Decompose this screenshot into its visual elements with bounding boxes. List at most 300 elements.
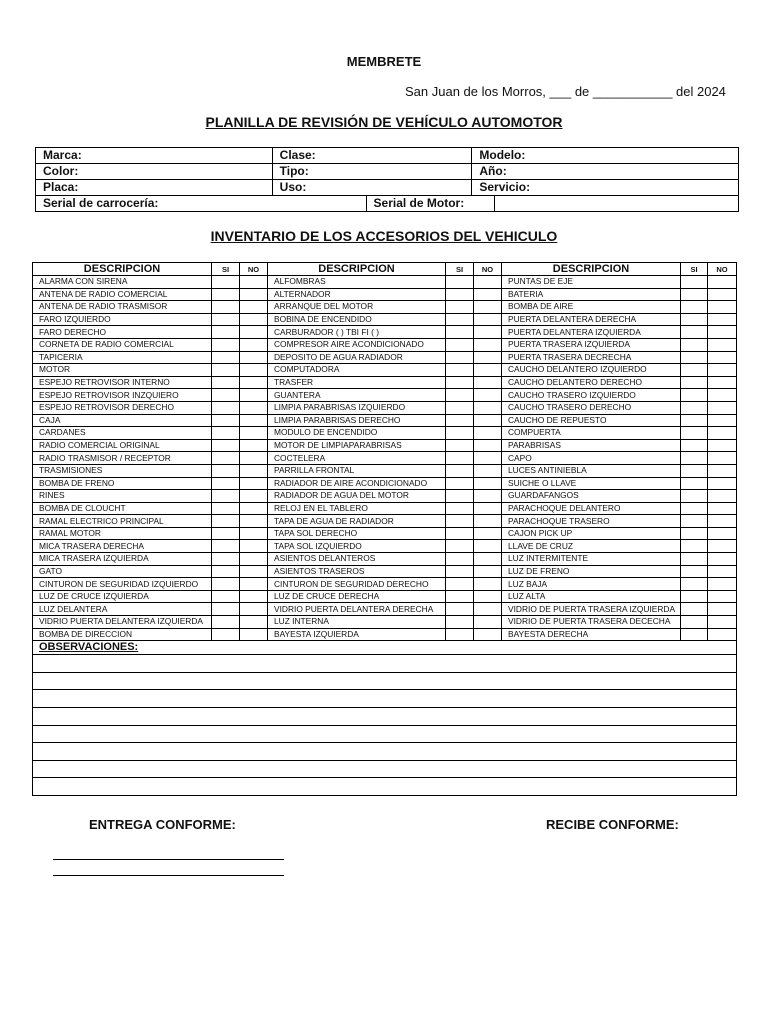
checkbox-no[interactable] [708,276,737,289]
checkbox-si[interactable] [212,515,240,528]
checkbox-no[interactable] [708,401,737,414]
checkbox-si[interactable] [681,351,708,364]
checkbox-si[interactable] [681,464,708,477]
checkbox-no[interactable] [708,376,737,389]
recibe-conforme-label: RECIBE CONFORME: [546,817,679,832]
checkbox-si[interactable] [681,276,708,289]
checkbox-si[interactable] [446,301,474,314]
item-description: ESPEJO RETROVISOR DERECHO [33,401,212,414]
checkbox-si[interactable] [212,351,240,364]
checkbox-si[interactable] [212,288,240,301]
item-description: COMPUTADORA [268,364,446,377]
checkbox-no[interactable] [708,616,737,629]
item-description: RAMAL MOTOR [33,527,212,540]
checkbox-no[interactable] [240,540,268,553]
inventory-row [33,313,737,326]
checkbox-si[interactable] [446,414,474,427]
item-description: CORNETA DE RADIO COMERCIAL [33,338,212,351]
item-description: SUICHE O LLAVE [502,477,681,490]
checkbox-si[interactable] [446,515,474,528]
checkbox-si[interactable] [446,565,474,578]
checkbox-no[interactable] [708,313,737,326]
checkbox-si[interactable] [212,603,240,616]
checkbox-no[interactable] [240,527,268,540]
checkbox-si[interactable] [212,326,240,339]
checkbox-si[interactable] [212,427,240,440]
checkbox-no[interactable] [708,527,737,540]
observation-line [33,760,737,778]
item-description: RADIADOR DE AIRE ACONDICIONADO [268,477,446,490]
inventory-row [33,590,737,603]
item-description: PUERTA DELANTERA IZQUIERDA [502,326,681,339]
date-line: San Juan de los Morros, ___ de ___________ del 2024 [405,84,726,99]
checkbox-si[interactable] [212,628,240,641]
checkbox-no[interactable] [708,288,737,301]
checkbox-si[interactable] [446,477,474,490]
item-description: LUZ DELANTERA [33,603,212,616]
checkbox-no[interactable] [708,490,737,503]
checkbox-si[interactable] [681,553,708,566]
checkbox-no[interactable] [474,553,502,566]
checkbox-si[interactable] [446,553,474,566]
item-description: TAPA SOL IZQUIERDO [268,540,446,553]
checkbox-si[interactable] [681,527,708,540]
checkbox-si[interactable] [681,603,708,616]
inventory-title: INVENTARIO DE LOS ACCESORIOS DEL VEHICULO [210,228,558,244]
observation-line [33,725,737,743]
item-description: ANTENA DE RADIO COMERCIAL [33,288,212,301]
checkbox-si[interactable] [212,616,240,629]
item-description: BAYESTA DERECHA [502,628,681,641]
item-description: CAUCHO DELANTERO DERECHO [502,376,681,389]
checkbox-si[interactable] [446,527,474,540]
inventory-row [33,616,737,629]
checkbox-si[interactable] [446,364,474,377]
item-description: MODULO DE ENCENDIDO [268,427,446,440]
checkbox-si[interactable] [446,427,474,440]
inventory-row [33,401,737,414]
checkbox-si[interactable] [446,540,474,553]
item-description: PARRILLA FRONTAL [268,464,446,477]
checkbox-si[interactable] [446,439,474,452]
checkbox-no[interactable] [474,301,502,314]
col-header-no: NO [708,263,737,276]
item-description: PUNTAS DE EJE [502,276,681,289]
item-description: PARACHOQUE TRASERO [502,515,681,528]
checkbox-no[interactable] [240,364,268,377]
item-description: CAPO [502,452,681,465]
checkbox-no[interactable] [474,590,502,603]
checkbox-si[interactable] [212,364,240,377]
item-description: ESPEJO RETROVISOR INZQUIERO [33,389,212,402]
checkbox-no[interactable] [474,616,502,629]
checkbox-no[interactable] [240,326,268,339]
item-description: LUZ ALTA [502,590,681,603]
checkbox-si[interactable] [681,326,708,339]
checkbox-no[interactable] [240,464,268,477]
checkbox-no[interactable] [708,439,737,452]
field-placa[interactable]: Placa: [36,180,273,196]
checkbox-no[interactable] [240,553,268,566]
checkbox-no[interactable] [474,414,502,427]
inventory-row [33,376,737,389]
checkbox-si[interactable] [681,338,708,351]
item-description: FARO DERECHO [33,326,212,339]
checkbox-no[interactable] [708,515,737,528]
observation-field[interactable] [33,725,737,743]
checkbox-si[interactable] [212,553,240,566]
item-description: LUZ INTERMITENTE [502,553,681,566]
inventory-row [33,628,737,641]
checkbox-si[interactable] [681,389,708,402]
observation-field[interactable] [33,778,737,796]
checkbox-no[interactable] [708,389,737,402]
inventory-row [33,338,737,351]
observation-field[interactable] [33,708,737,726]
checkbox-no[interactable] [708,502,737,515]
checkbox-si[interactable] [212,578,240,591]
checkbox-si[interactable] [681,364,708,377]
letterhead-label: MEMBRETE [346,54,422,69]
checkbox-si[interactable] [681,376,708,389]
checkbox-si[interactable] [681,427,708,440]
checkbox-no[interactable] [474,313,502,326]
inventory-row [33,276,737,289]
checkbox-si[interactable] [446,401,474,414]
item-description: GUANTERA [268,389,446,402]
checkbox-no[interactable] [474,427,502,440]
checkbox-no[interactable] [240,401,268,414]
field-uso[interactable]: Uso: [272,180,472,196]
item-description: PARACHOQUE DELANTERO [502,502,681,515]
checkbox-no[interactable] [474,527,502,540]
checkbox-si[interactable] [681,401,708,414]
field-serial-motor-value[interactable] [495,196,739,212]
checkbox-si[interactable] [212,502,240,515]
checkbox-si[interactable] [681,616,708,629]
item-description: TAPICERIA [33,351,212,364]
checkbox-si[interactable] [446,288,474,301]
inventory-row [33,464,737,477]
item-description: CAUCHO DE REPUESTO [502,414,681,427]
checkbox-si[interactable] [446,376,474,389]
item-description: PUERTA TRASERA IZQUIERDA [502,338,681,351]
checkbox-si[interactable] [446,389,474,402]
checkbox-si[interactable] [212,464,240,477]
signature-line[interactable] [53,875,284,876]
field-marca[interactable]: Marca: [36,148,273,164]
checkbox-no[interactable] [240,301,268,314]
inventory-row [33,477,737,490]
checkbox-si[interactable] [446,351,474,364]
checkbox-no[interactable] [240,578,268,591]
checkbox-no[interactable] [240,590,268,603]
checkbox-no[interactable] [708,553,737,566]
checkbox-si[interactable] [681,452,708,465]
item-description: VIDRIO PUERTA DELANTERA DERECHA [268,603,446,616]
checkbox-no[interactable] [240,276,268,289]
checkbox-si[interactable] [446,616,474,629]
checkbox-si[interactable] [681,628,708,641]
checkbox-no[interactable] [708,578,737,591]
checkbox-si[interactable] [212,565,240,578]
field-anio[interactable]: Año: [472,164,739,180]
checkbox-no[interactable] [240,313,268,326]
item-description: ESPEJO RETROVISOR INTERNO [33,376,212,389]
checkbox-no[interactable] [708,364,737,377]
checkbox-si[interactable] [212,376,240,389]
checkbox-no[interactable] [708,603,737,616]
field-servicio[interactable]: Servicio: [472,180,739,196]
item-description: TRASMISIONES [33,464,212,477]
item-description: MICA TRASERA IZQUIERDA [33,553,212,566]
col-header-no: NO [474,263,502,276]
col-header-si: SI [446,263,474,276]
checkbox-no[interactable] [240,427,268,440]
field-serial-motor[interactable]: Serial de Motor: [366,196,495,212]
item-description: BOMBA DE DIRECCION [33,628,212,641]
checkbox-si[interactable] [681,578,708,591]
checkbox-no[interactable] [240,616,268,629]
checkbox-no[interactable] [474,464,502,477]
signature-line[interactable] [53,859,284,860]
checkbox-no[interactable] [474,389,502,402]
item-description: VIDRIO PUERTA DELANTERA IZQUIERDA [33,616,212,629]
item-description: ALARMA CON SIRENA [33,276,212,289]
item-description: RADIADOR DE AGUA DEL MOTOR [268,490,446,503]
checkbox-no[interactable] [474,364,502,377]
item-description: TAPA DE AGUA DE RADIADOR [268,515,446,528]
checkbox-si[interactable] [212,313,240,326]
checkbox-no[interactable] [474,401,502,414]
item-description: ASIENTOS DELANTEROS [268,553,446,566]
checkbox-si[interactable] [446,338,474,351]
checkbox-no[interactable] [240,565,268,578]
checkbox-no[interactable] [240,452,268,465]
checkbox-si[interactable] [212,401,240,414]
inventory-row [33,578,737,591]
observation-field[interactable] [33,743,737,761]
checkbox-si[interactable] [212,301,240,314]
inventory-header-row [33,263,737,276]
inventory-row [33,288,737,301]
observation-field[interactable] [33,760,737,778]
item-description: CAUCHO TRASERO IZQUIERDO [502,389,681,402]
item-description: LUZ BAJA [502,578,681,591]
item-description: CARBURADOR ( ) TBI FI ( ) [268,326,446,339]
checkbox-si[interactable] [212,338,240,351]
checkbox-no[interactable] [708,628,737,641]
checkbox-si[interactable] [446,326,474,339]
checkbox-no[interactable] [240,477,268,490]
item-description: LUZ DE CRUCE DERECHA [268,590,446,603]
checkbox-no[interactable] [708,590,737,603]
checkbox-no[interactable] [240,502,268,515]
checkbox-si[interactable] [446,590,474,603]
field-serial-carroceria[interactable]: Serial de carrocería: [36,196,367,212]
checkbox-no[interactable] [708,427,737,440]
checkbox-si[interactable] [681,313,708,326]
checkbox-no[interactable] [474,326,502,339]
item-description: VIDRIO DE PUERTA TRASERA IZQUIERDA [502,603,681,616]
checkbox-si[interactable] [446,628,474,641]
checkbox-no[interactable] [708,351,737,364]
item-description: ARRANQUE DEL MOTOR [268,301,446,314]
checkbox-si[interactable] [681,590,708,603]
checkbox-si[interactable] [681,439,708,452]
item-description: LUZ DE FRENO [502,565,681,578]
item-description: LLAVE DE CRUZ [502,540,681,553]
checkbox-si[interactable] [212,477,240,490]
inventory-row [33,540,737,553]
checkbox-no[interactable] [708,414,737,427]
checkbox-si[interactable] [681,288,708,301]
item-description: LIMPIA PARABRISAS IZQUIERDO [268,401,446,414]
item-description: FARO IZQUIERDO [33,313,212,326]
checkbox-si[interactable] [212,590,240,603]
item-description: DEPOSITO DE AGUA RADIADOR [268,351,446,364]
checkbox-no[interactable] [240,628,268,641]
checkbox-no[interactable] [240,414,268,427]
field-color[interactable]: Color: [36,164,273,180]
observation-line [33,672,737,690]
observation-field[interactable] [33,672,737,690]
checkbox-no[interactable] [240,338,268,351]
checkbox-no[interactable] [240,376,268,389]
checkbox-si[interactable] [446,464,474,477]
col-header-si: SI [212,263,240,276]
observation-field[interactable] [33,690,737,708]
item-description: COMPRESOR AIRE ACONDICIONADO [268,338,446,351]
checkbox-si[interactable] [681,565,708,578]
checkbox-no[interactable] [474,439,502,452]
checkbox-no[interactable] [708,464,737,477]
checkbox-no[interactable] [474,351,502,364]
checkbox-no[interactable] [474,338,502,351]
item-description: RINES [33,490,212,503]
field-clase[interactable]: Clase: [272,148,472,164]
checkbox-no[interactable] [708,477,737,490]
checkbox-no[interactable] [240,439,268,452]
checkbox-no[interactable] [474,452,502,465]
checkbox-si[interactable] [681,414,708,427]
checkbox-no[interactable] [474,578,502,591]
checkbox-si[interactable] [681,477,708,490]
inventory-row [33,515,737,528]
inventory-row [33,427,737,440]
observation-field[interactable] [33,655,737,673]
checkbox-si[interactable] [681,502,708,515]
checkbox-no[interactable] [240,515,268,528]
item-description: PUERTA DELANTERA DERECHA [502,313,681,326]
item-description: CAUCHO TRASERO DERECHO [502,401,681,414]
checkbox-no[interactable] [708,301,737,314]
checkbox-no[interactable] [474,376,502,389]
checkbox-no[interactable] [240,288,268,301]
item-description: BOMBA DE CLOUCHT [33,502,212,515]
observation-line [33,690,737,708]
item-description: COCTELERA [268,452,446,465]
item-description: LIMPIA PARABRISAS DERECHO [268,414,446,427]
checkbox-no[interactable] [474,540,502,553]
checkbox-si[interactable] [681,540,708,553]
checkbox-no[interactable] [708,565,737,578]
item-description: TRASFER [268,376,446,389]
checkbox-si[interactable] [681,301,708,314]
inventory-row [33,301,737,314]
checkbox-no[interactable] [240,490,268,503]
checkbox-no[interactable] [240,603,268,616]
checkbox-no[interactable] [474,490,502,503]
item-description: ANTENA DE RADIO TRASMISOR [33,301,212,314]
observation-line [33,708,737,726]
item-description: PUERTA TRASERA DECRECHA [502,351,681,364]
item-description: LUCES ANTINIEBLA [502,464,681,477]
checkbox-no[interactable] [474,628,502,641]
item-description: CAUCHO DELANTERO IZQUIERDO [502,364,681,377]
checkbox-si[interactable] [212,276,240,289]
item-description: LUZ INTERNA [268,616,446,629]
checkbox-si[interactable] [446,276,474,289]
checkbox-si[interactable] [446,603,474,616]
checkbox-si[interactable] [212,452,240,465]
checkbox-si[interactable] [446,452,474,465]
checkbox-si[interactable] [212,439,240,452]
checkbox-no[interactable] [474,477,502,490]
checkbox-no[interactable] [474,276,502,289]
checkbox-no[interactable] [474,565,502,578]
item-description: RADIO COMERCIAL ORIGINAL [33,439,212,452]
checkbox-no[interactable] [240,351,268,364]
checkbox-no[interactable] [708,338,737,351]
inventory-row [33,502,737,515]
item-description: VIDRIO DE PUERTA TRASERA DECECHA [502,616,681,629]
checkbox-no[interactable] [708,326,737,339]
checkbox-si[interactable] [681,515,708,528]
item-description: BOMBA DE AIRE [502,301,681,314]
checkbox-si[interactable] [446,578,474,591]
item-description: GATO [33,565,212,578]
checkbox-no[interactable] [474,502,502,515]
inventory-row [33,326,737,339]
checkbox-no[interactable] [708,540,737,553]
item-description: CINTURON DE SEGURIDAD IZQUIERDO [33,578,212,591]
item-description: MOTOR DE LIMPIAPARABRISAS [268,439,446,452]
field-modelo[interactable]: Modelo: [472,148,739,164]
field-tipo[interactable]: Tipo: [272,164,472,180]
col-header-no: NO [240,263,268,276]
checkbox-si[interactable] [212,414,240,427]
checkbox-si[interactable] [681,490,708,503]
checkbox-si[interactable] [212,389,240,402]
checkbox-si[interactable] [212,490,240,503]
checkbox-si[interactable] [446,313,474,326]
checkbox-si[interactable] [446,490,474,503]
checkbox-no[interactable] [474,515,502,528]
observaciones-label: OBSERVACIONES: [33,641,737,655]
checkbox-no[interactable] [240,389,268,402]
checkbox-no[interactable] [474,288,502,301]
checkbox-si[interactable] [212,527,240,540]
checkbox-si[interactable] [212,540,240,553]
inventory-row [33,364,737,377]
checkbox-no[interactable] [474,603,502,616]
inventory-row [33,565,737,578]
checkbox-no[interactable] [708,452,737,465]
checkbox-si[interactable] [446,502,474,515]
form-title: PLANILLA DE REVISIÓN DE VEHÍCULO AUTOMOTOR [205,114,563,130]
observation-line [33,743,737,761]
